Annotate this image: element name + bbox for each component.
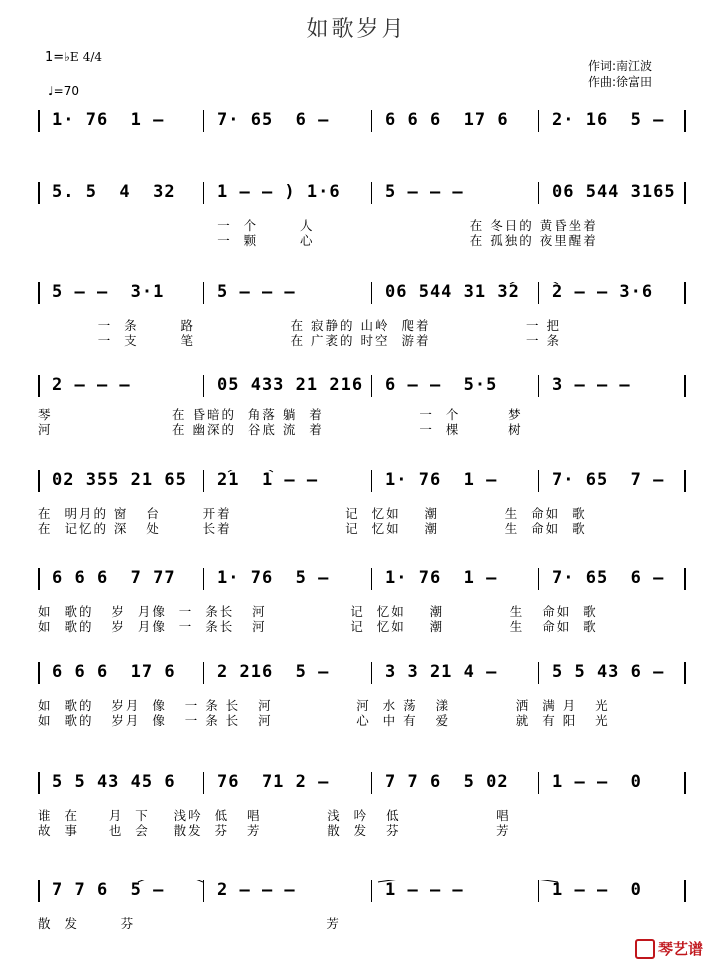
site-logo	[635, 938, 703, 960]
barline	[203, 470, 204, 492]
barline	[371, 182, 372, 204]
measure: 5. 5 4 32	[52, 182, 176, 202]
score-row	[38, 880, 686, 932]
barline	[538, 110, 539, 132]
barline	[203, 772, 204, 794]
barline	[203, 375, 204, 397]
score-row	[38, 772, 686, 838]
song-title: 如歌岁月	[306, 17, 407, 42]
score-row	[38, 662, 686, 728]
notes-line	[38, 110, 686, 132]
barline	[538, 375, 539, 397]
measure: 7 7 6 5 –	[52, 880, 165, 900]
measure: 06 544 3165	[552, 182, 676, 202]
lyric-line: 谁 在 月 下 浅吟 低 唱 浅 吟 低 唱	[38, 808, 511, 823]
lyric-line: 如 歌的 岁月 像 一 条 长 河 心 中 有 爱 就 有 阳 光	[38, 713, 610, 728]
barline-start	[38, 470, 40, 492]
notes-line	[38, 182, 686, 204]
lyricist: 作词:南江波	[588, 59, 653, 73]
measure: 7 7 6 5 02	[385, 772, 509, 792]
barline	[538, 282, 539, 304]
lyric-line: 如 歌的 岁 月像 一 条长 河 记 忆如 潮 生 命如 歌	[38, 604, 598, 619]
score-row	[38, 470, 686, 536]
key-flat: ♭E	[64, 50, 79, 64]
lyric-line: 一 颗 心 在 孤独的 夜里醒着	[38, 233, 598, 248]
measure: 02 355 21 65	[52, 470, 187, 490]
measure: 05 433 21 216	[217, 375, 364, 395]
measure: 7· 65 6 –	[552, 568, 665, 588]
barline-start	[38, 568, 40, 590]
notes-line	[38, 282, 686, 304]
measure: 2· 16 5 –	[552, 110, 665, 130]
notes-line	[38, 880, 686, 902]
barline-end	[684, 662, 686, 684]
barline	[538, 662, 539, 684]
barline	[203, 182, 204, 204]
barline-end	[684, 470, 686, 492]
key-signature	[45, 50, 102, 65]
barline	[538, 880, 539, 902]
barline	[371, 375, 372, 397]
barline-end	[684, 282, 686, 304]
score-row	[38, 375, 686, 437]
measure: 1· 76 5 –	[217, 568, 330, 588]
measure: 5 – – –	[217, 282, 296, 302]
measure: 1· 76 1 –	[385, 568, 498, 588]
notes-line	[38, 662, 686, 684]
measure: 1 – – 0	[552, 880, 642, 900]
composer: 作曲:徐富田	[588, 75, 653, 89]
score-row	[38, 110, 686, 162]
measure: 1 – – ) 1·6	[217, 182, 341, 202]
lyric-line: 散 发 芬 芳	[38, 916, 341, 931]
barline	[371, 470, 372, 492]
notes-line	[38, 772, 686, 794]
lyric-line: 如 歌的 岁 月像 一 条长 河 记 忆如 潮 生 命如 歌	[38, 619, 598, 634]
measure: 6 6 6 17 6	[385, 110, 509, 130]
barline	[371, 662, 372, 684]
barline	[538, 182, 539, 204]
tempo-mark: ♩=70	[48, 84, 79, 98]
barline	[371, 568, 372, 590]
lyric-line: 在 记忆的 深 处 长着 记 忆如 潮 生 命如 歌	[38, 521, 587, 536]
barline-start	[38, 282, 40, 304]
lyric-line: 一 条 路 在 寂静的 山岭 爬着 一 把	[38, 318, 562, 333]
barline-end	[684, 568, 686, 590]
score-row	[38, 182, 686, 248]
measure: 6 6 6 17 6	[52, 662, 176, 682]
barline-start	[38, 772, 40, 794]
credits	[588, 58, 652, 90]
barline-start	[38, 375, 40, 397]
lyric-line: 在 明月的 窗 台 开着 记 忆如 潮 生 命如 歌	[38, 506, 587, 521]
time-signature: 4/4	[82, 50, 103, 64]
barline-end	[684, 182, 686, 204]
lyric-line: 一 个 人 在 冬日的 黄昏坐着	[38, 218, 598, 233]
measure: 5 – – 3·1	[52, 282, 165, 302]
barline	[371, 282, 372, 304]
measure: 6 – – 5·5	[385, 375, 498, 395]
measure: 2 216 5 –	[217, 662, 330, 682]
barline-start	[38, 110, 40, 132]
measure: 5 5 43 6 –	[552, 662, 665, 682]
measure: 2 – – 3·6	[552, 282, 654, 302]
lyric-line: 琴 在 昏暗的 角落 躺 着 一 个 梦	[38, 407, 523, 422]
score-row	[38, 282, 686, 348]
score-row	[38, 568, 686, 634]
lyric-line: 故 事 也 会 散发 芬 芳 散 发 芬 芳	[38, 823, 511, 838]
measure: 3 3 21 4 –	[385, 662, 498, 682]
barline	[203, 662, 204, 684]
measure: 5 – – –	[385, 182, 464, 202]
barline-end	[684, 110, 686, 132]
measure: 5 5 43 45 6	[52, 772, 176, 792]
notes-line	[38, 470, 686, 492]
measure: 1· 76 1 –	[52, 110, 165, 130]
notes-line	[38, 375, 686, 397]
barline-end	[684, 880, 686, 902]
measure: 1· 76 1 –	[385, 470, 498, 490]
barline	[538, 470, 539, 492]
measure: 2 – – –	[52, 375, 131, 395]
barline	[371, 880, 372, 902]
barline	[203, 282, 204, 304]
barline	[538, 772, 539, 794]
barline	[371, 772, 372, 794]
barline	[203, 110, 204, 132]
barline-start	[38, 182, 40, 204]
lyric-line: 一 支 笔 在 广袤的 时空 游着 一 条	[38, 333, 562, 348]
barline-start	[38, 662, 40, 684]
barline-start	[38, 880, 40, 902]
key-label: 1=	[45, 50, 65, 65]
measure: 6 6 6 7 77	[52, 568, 176, 588]
measure: 06 544 31 32	[385, 282, 520, 302]
barline	[203, 568, 204, 590]
barline-end	[684, 375, 686, 397]
lyric-line: 如 歌的 岁月 像 一 条 长 河 河 水 荡 漾 洒 满 月 光	[38, 698, 610, 713]
measure: 1 – – 0	[552, 772, 642, 792]
measure: 2 – – –	[217, 880, 296, 900]
measure: 21 1 – –	[217, 470, 319, 490]
barline	[538, 568, 539, 590]
measure: 3 – – –	[552, 375, 631, 395]
barline	[371, 110, 372, 132]
measure: 1 – – –	[385, 880, 464, 900]
measure: 76 71 2 –	[217, 772, 330, 792]
logo-text: 琴艺谱	[657, 939, 703, 958]
barline-end	[684, 772, 686, 794]
measure: 7· 65 6 –	[217, 110, 330, 130]
barline	[203, 880, 204, 902]
measure: 7· 65 7 –	[552, 470, 665, 490]
notes-line	[38, 568, 686, 590]
lyric-line: 河 在 幽深的 谷底 流 着 一 棵 树	[38, 422, 523, 437]
